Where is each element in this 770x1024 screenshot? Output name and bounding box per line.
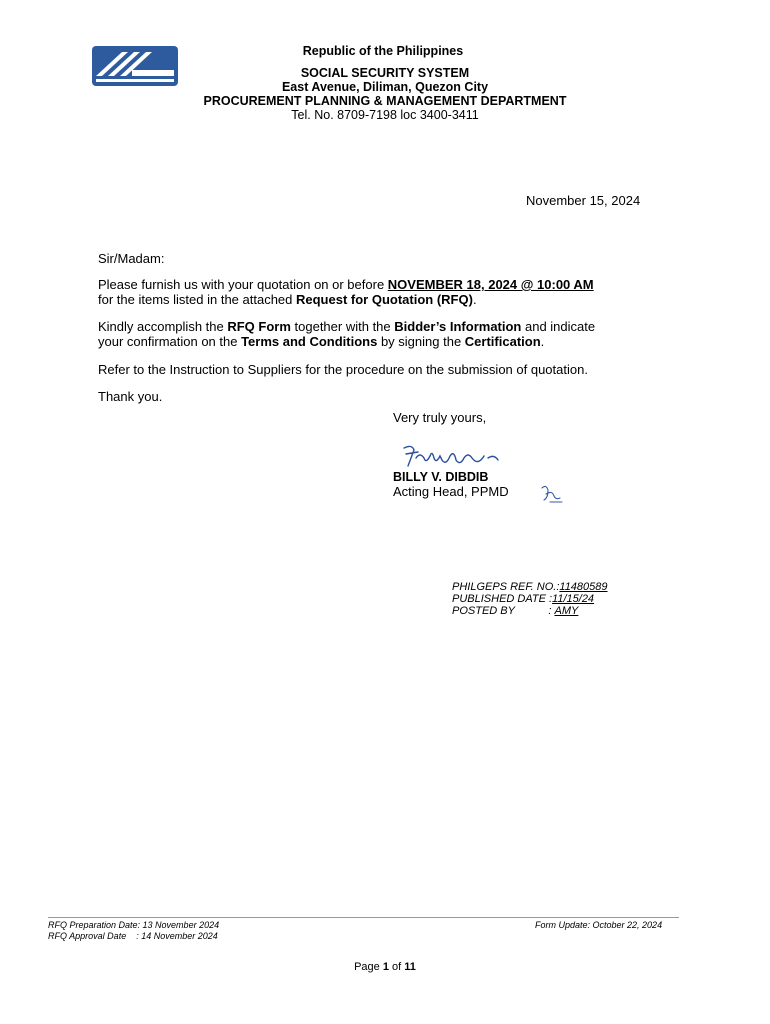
- footer-prep-date: RFQ Preparation Date: 13 November 2024: [48, 920, 220, 930]
- header-telephone: Tel. No. 8709-7198 loc 3400-3411: [291, 108, 479, 122]
- deadline: NOVEMBER 18, 2024 @ 10:00 AM: [387, 277, 594, 292]
- closing: Very truly yours,: [393, 410, 487, 425]
- paragraph-instructions: Kindly accomplish the RFQ Form together with the Bidder’s Information and indicate your confirmation on the Terms and Conditions by signing the Certification.: [98, 319, 596, 349]
- philgeps-ref: PHILGEPS REF. NO.:11480589: [452, 581, 608, 593]
- posted-by: POSTED BY : AMY: [452, 605, 579, 617]
- signatory-title: Acting Head, PPMD: [393, 484, 509, 499]
- paragraph-deadline: Please furnish us with your quotation on or before NOVEMBER 18, 2024 @ 10:00 AM for the items listed in the attached Request for Quotation (RFQ).: [98, 277, 594, 307]
- published-date: PUBLISHED DATE :11/15/24: [452, 593, 595, 605]
- footer-approval-date: RFQ Approval Date : 14 November 2024: [48, 931, 218, 941]
- header-agency: SOCIAL SECURITY SYSTEM: [300, 66, 470, 80]
- letter-date: November 15, 2024: [526, 193, 641, 208]
- initials-mark: [538, 482, 564, 504]
- page-number: Page 1 of 11: [354, 961, 416, 973]
- signatory-name: BILLY V. DIBDIB: [393, 470, 489, 484]
- paragraph-refer: Refer to the Instruction to Suppliers for the procedure on the submission of quotation.: [98, 362, 588, 377]
- header-republic: Republic of the Philippines: [302, 44, 464, 58]
- header-department: PROCUREMENT PLANNING & MANAGEMENT DEPARTMENT: [203, 94, 567, 108]
- paragraph-thanks: Thank you.: [98, 389, 163, 404]
- footer-form-update: Form Update: October 22, 2024: [535, 920, 663, 930]
- salutation: Sir/Madam:: [98, 251, 165, 266]
- header-address: East Avenue, Diliman, Quezon City: [281, 80, 489, 94]
- footer-divider: [48, 917, 679, 918]
